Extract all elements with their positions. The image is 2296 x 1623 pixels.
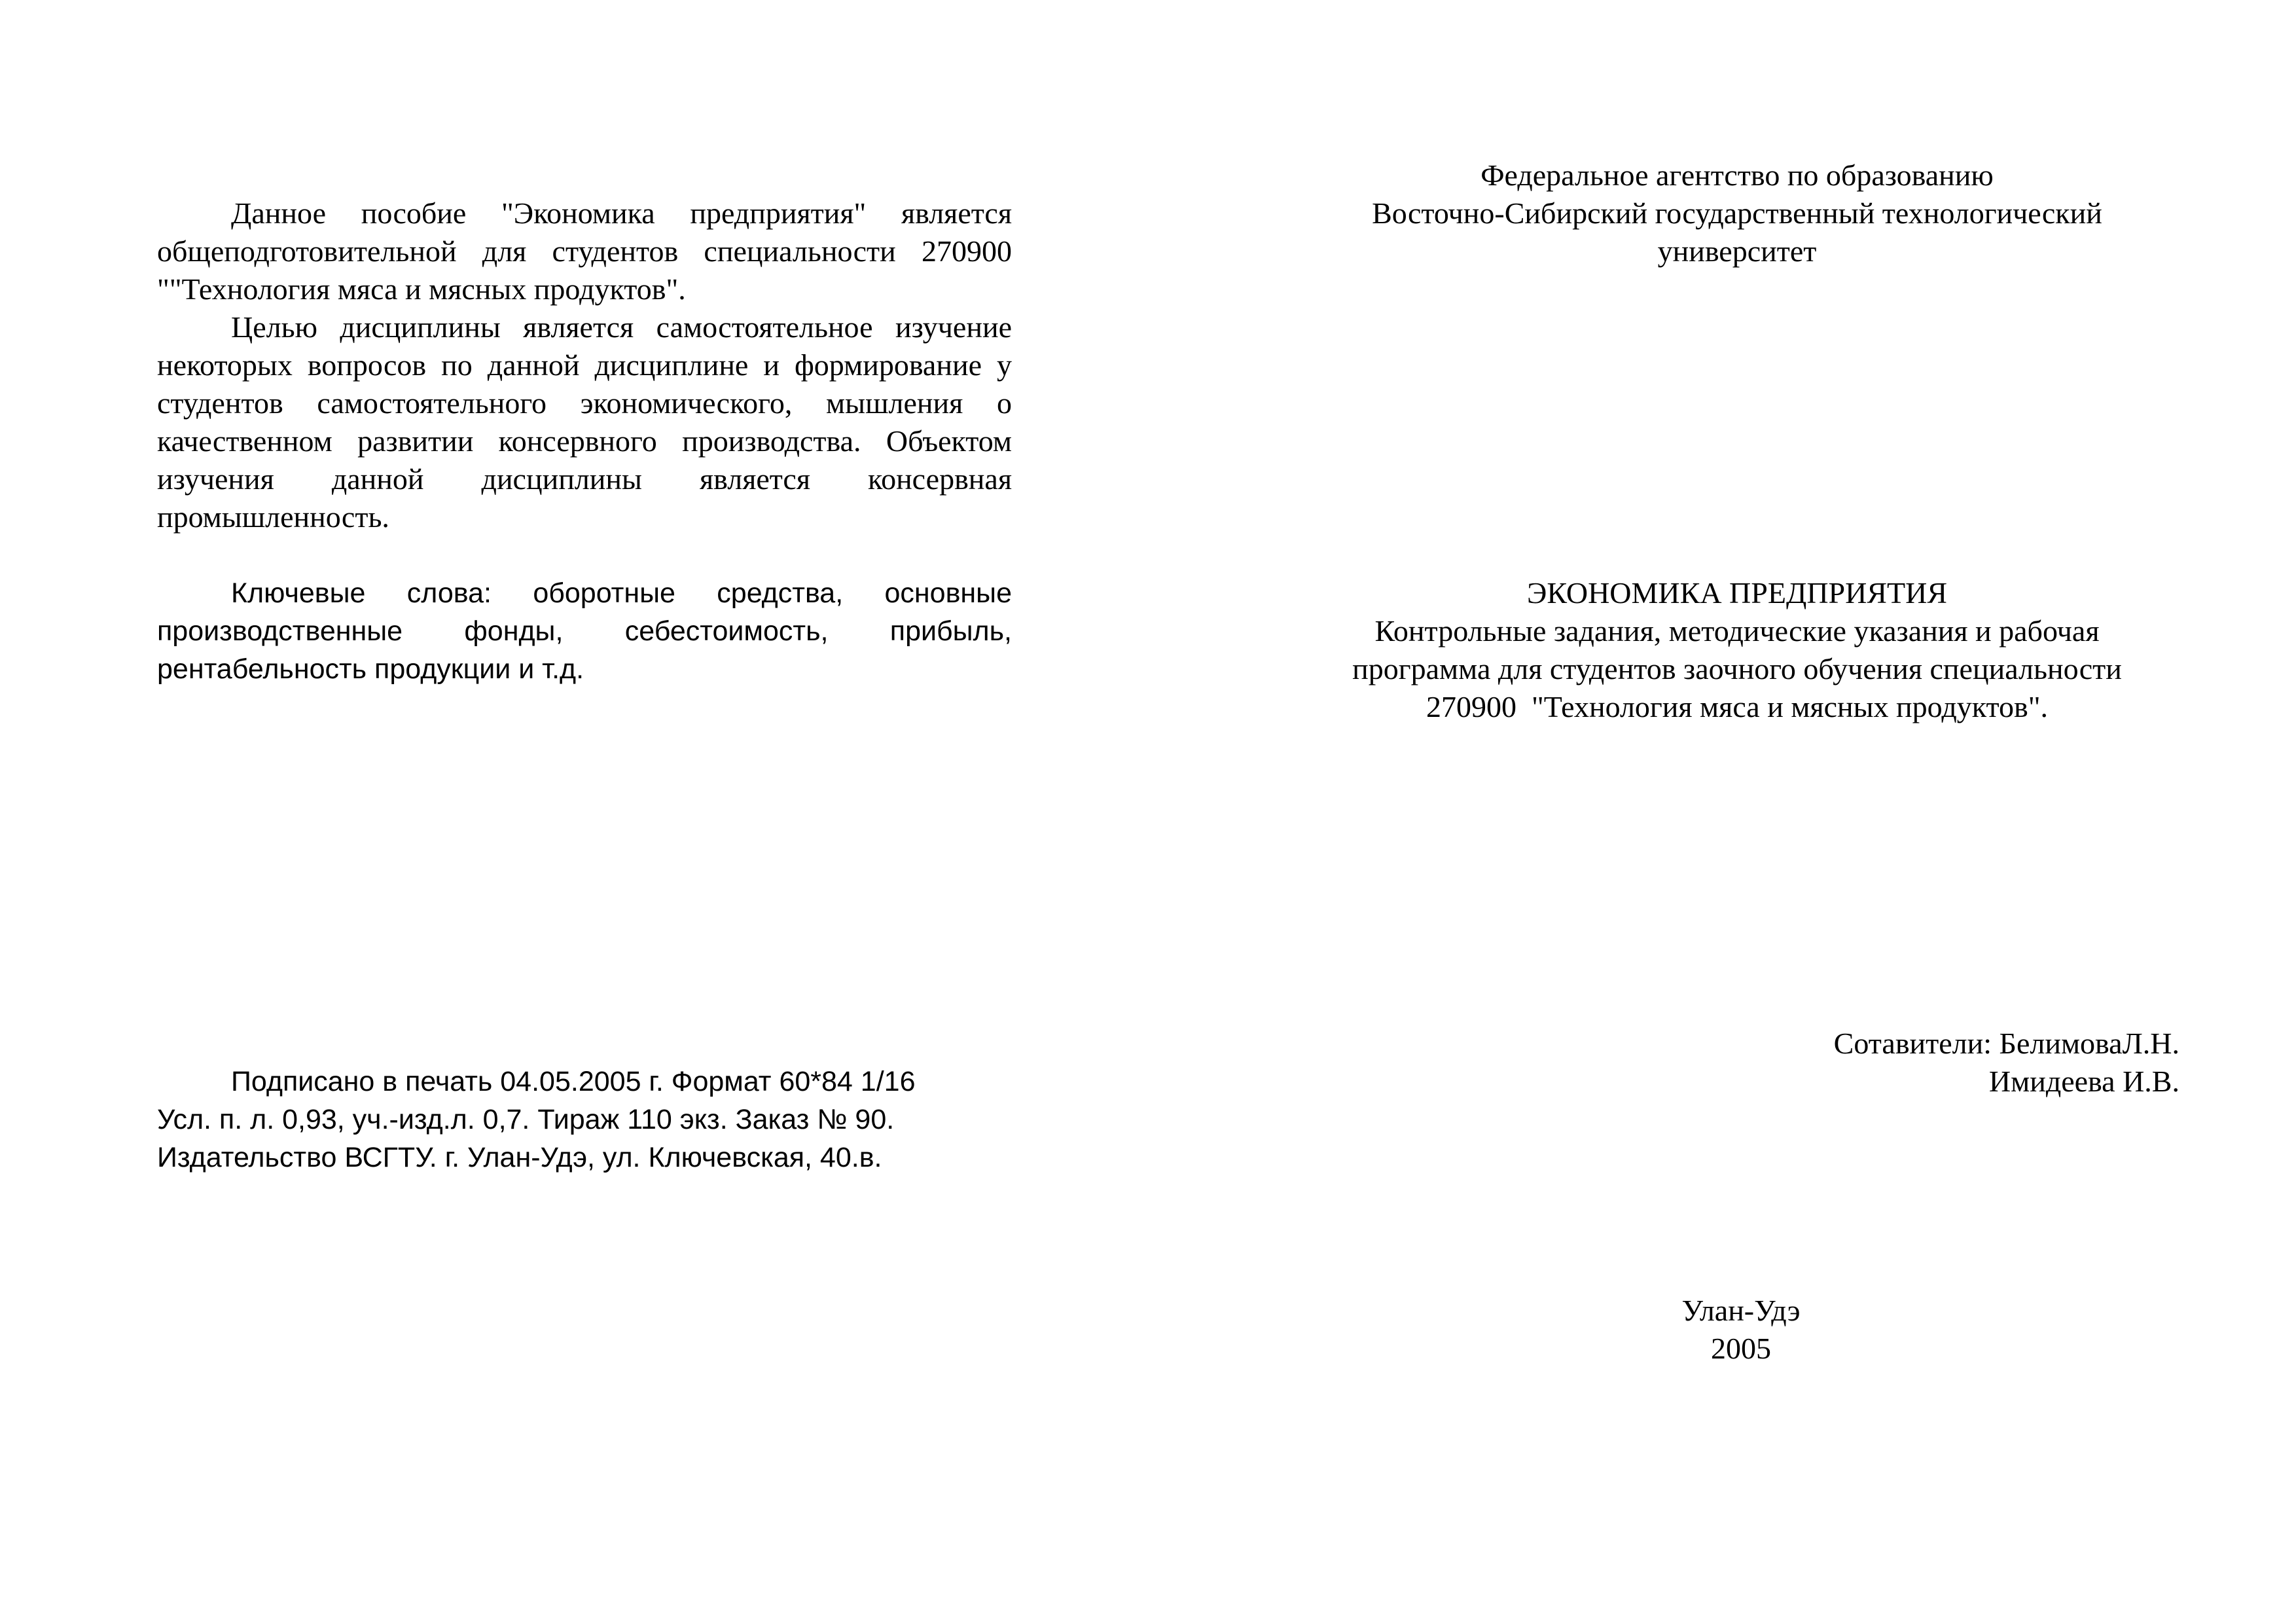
document-subtitle-line-1: Контрольные задания, методические указания и рабочая xyxy=(1374,614,2100,647)
imprint xyxy=(157,1063,1012,1176)
annotation-paragraph-2: Целью дисциплины является самостоятельное изучение некоторых вопросов по данной дисциплине и формирование у студентов самостоятельного экономического, мышления о качественном развитии консервного производства. Объектом изучения данной дисциплины является консервная промышленность. xyxy=(157,310,1012,534)
agency-name: Федеральное агентство по образованию xyxy=(1480,158,1994,192)
imprint-line-2: Усл. п. л. 0,93, уч.-изд.л. 0,7. Тираж 110 экз. Заказ № 90. xyxy=(157,1104,895,1135)
university-name-line-1: Восточно-Сибирский государственный технологический xyxy=(1372,196,2102,230)
university-name-line-2: университет xyxy=(1657,234,1817,268)
compilers xyxy=(1636,1025,2179,1101)
keywords-text: Ключевые слова: оборотные средства, основные производственные фонды, себестоимость, прибыль, рентабельность продукции и т.д. xyxy=(157,577,1012,685)
keywords xyxy=(157,574,1012,688)
publication-place-year xyxy=(1545,1292,1937,1368)
imprint-line-3: Издательство ВСГТУ. г. Улан-Удэ, ул. Ключевская, 40.в. xyxy=(157,1142,882,1173)
annotation xyxy=(157,194,1012,536)
imprint-line-1: Подписано в печать 04.05.2005 г. Формат 60*84 1/16 xyxy=(231,1066,916,1097)
document-title: ЭКОНОМИКА ПРЕДПРИЯТИЯ xyxy=(1526,576,1948,610)
document-title-block xyxy=(1305,574,2169,726)
document-subtitle-line-2: программа для студентов заочного обучения специальности xyxy=(1352,652,2122,685)
publication-city: Улан-Удэ xyxy=(1681,1294,1801,1327)
compilers-line-2: Имидеева И.В. xyxy=(1988,1065,2179,1098)
annotation-paragraph-1: Данное пособие "Экономика предприятия" является общеподготовительной для студентов специальности 270900 ""Технология мяса и мясных продуктов". xyxy=(157,196,1012,306)
document-subtitle-line-3: 270900 "Технология мяса и мясных продуктов". xyxy=(1426,690,2048,723)
publication-year: 2005 xyxy=(1711,1332,1771,1365)
institution-header xyxy=(1305,156,2169,270)
compilers-line-1: Сотавители: БелимоваЛ.Н. xyxy=(1833,1027,2179,1060)
